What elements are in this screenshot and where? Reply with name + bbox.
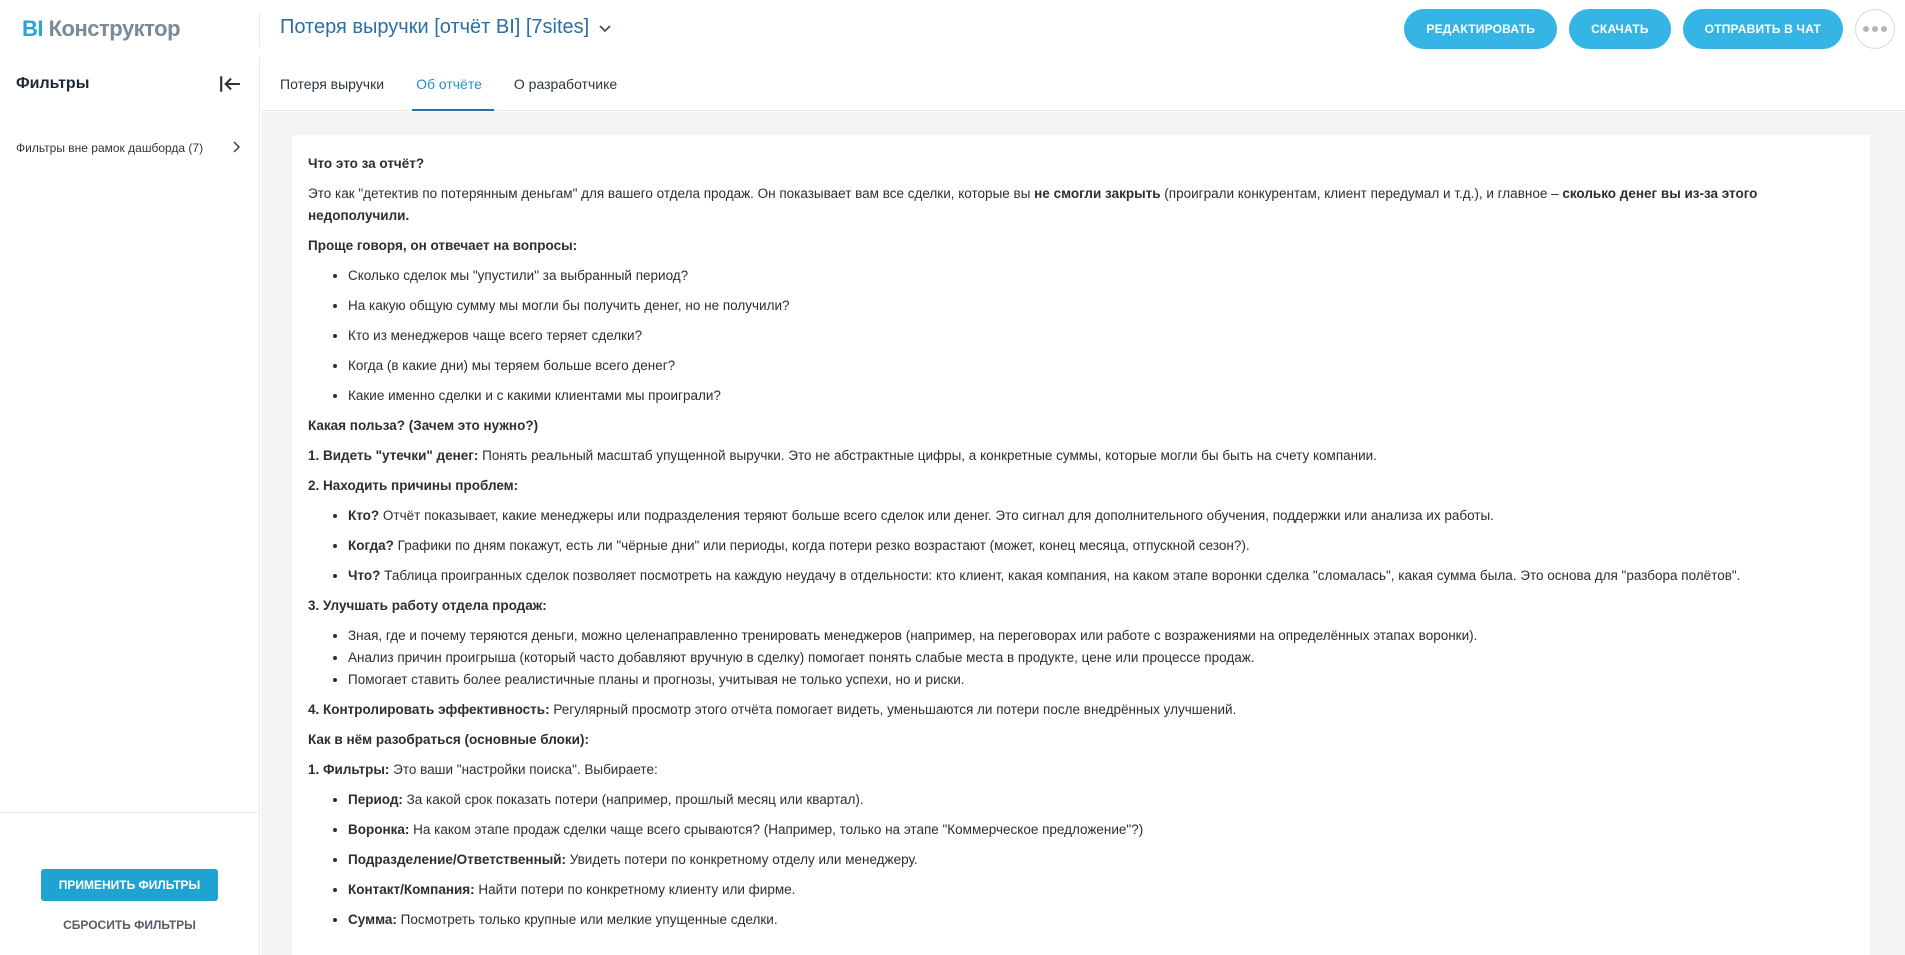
list-item: • Анализ причин проигрыша (который часто добавляют вручную в сделку) помогает понять слабые места в продукте, цене или процессе продаж.	[348, 647, 1854, 669]
send-to-chat-button[interactable]: ОТПРАВИТЬ В ЧАТ	[1683, 9, 1843, 49]
collapse-sidebar-icon[interactable]	[219, 75, 241, 93]
report-title-dropdown[interactable]	[280, 16, 611, 39]
logo-text: Конструктор	[48, 16, 181, 41]
sidebar-header	[0, 58, 259, 110]
improvements-list	[308, 625, 1854, 691]
app-logo[interactable]	[0, 16, 260, 42]
benefit-heading: 2. Находить причины проблем:	[308, 478, 519, 493]
tab-about-developer[interactable]: О разработчике	[513, 76, 618, 92]
sidebar-title: Фильтры	[16, 75, 90, 92]
section-heading: Какая польза? (Зачем это нужно?)	[308, 418, 539, 433]
reset-filters-button[interactable]: СБРОСИТЬ ФИЛЬТРЫ	[63, 918, 196, 932]
list-item: • Зная, где и почему теряются деньги, можно целенаправленно тренировать менеджеров (например, на переговорах или работе с возражениями на определённых этапах воронки).	[348, 625, 1854, 647]
benefit-heading: 3. Улучшать работу отдела продаж:	[308, 598, 547, 613]
dot-icon	[1863, 26, 1869, 32]
report-description-card	[292, 135, 1870, 955]
list-item: • Сколько сделок мы "упустили" за выбранный период?	[348, 265, 1854, 287]
section-heading: Проще говоря, он отвечает на вопросы:	[308, 238, 578, 253]
more-options-button[interactable]	[1855, 9, 1895, 49]
download-button[interactable]: СКАЧАТЬ	[1569, 9, 1671, 49]
questions-list	[308, 265, 1854, 407]
header-actions	[1404, 9, 1895, 49]
sidebar-footer-divider	[0, 812, 259, 813]
list-item: • Что? Таблица проигранных сделок позволяет посмотреть на каждую неудачу в отдельности: кто клиент, какая компания, на каком этапе воронки сделка "сломалась", какая сумма была. Это основа для "разбора полётов".	[348, 565, 1854, 587]
list-item: • Когда? Графики по дням покажут, есть ли "чёрные дни" или периоды, когда потери резко возрастают (может, конец месяца, отпускной сезон?).	[348, 535, 1854, 557]
list-item: • Воронка: На каком этапе продаж сделки чаще всего срываются? (Например, только на этапе "Коммерческое предложение"?)	[348, 819, 1854, 841]
sidebar-item-external-filters[interactable]	[16, 138, 241, 158]
list-item: • Кто из менеджеров чаще всего теряет сделки?	[348, 325, 1854, 347]
intro-paragraph: Это как "детектив по потерянным деньгам" для вашего отдела продаж. Он показывает вам все сделки, которые вы не смогли закрыть (проиграли конкурентам, клиент передумал и т.д.), и главное – сколько денег вы из-за этого недополучили.	[308, 186, 1758, 223]
dot-icon	[1872, 26, 1878, 32]
report-tabs	[261, 58, 1905, 111]
header-divider	[259, 14, 260, 46]
tab-about-report[interactable]: Об отчёте	[416, 58, 492, 110]
section-heading: Как в нём разобраться (основные блоки):	[308, 732, 589, 747]
benefit-paragraph: 4. Контролировать эффективность: Регулярный просмотр этого отчёта помогает видеть, уменьшаются ли потери после внедрённых улучшений.	[308, 702, 1237, 717]
list-item: • Когда (в какие дни) мы теряем больше всего денег?	[348, 355, 1854, 377]
list-item: • Подразделение/Ответственный: Увидеть потери по конкретному отделу или менеджеру.	[348, 849, 1854, 871]
list-item: • Сумма: Посмотреть только крупные или мелкие упущенные сделки.	[348, 909, 1854, 931]
causes-list	[308, 505, 1854, 587]
list-item: • Период: За какой срок показать потери (например, прошлый месяц или квартал).	[348, 789, 1854, 811]
chevron-right-icon	[233, 138, 241, 158]
list-item: • Контакт/Компания: Найти потери по конкретному клиенту или фирме.	[348, 879, 1854, 901]
logo-bi-text: BI	[22, 16, 43, 41]
chevron-down-icon	[599, 25, 611, 33]
apply-filters-button[interactable]: ПРИМЕНИТЬ ФИЛЬТРЫ	[41, 869, 218, 901]
tab-revenue-loss[interactable]: Потеря выручки	[280, 76, 385, 92]
section-heading: Что это за отчёт?	[308, 156, 425, 171]
dot-icon	[1881, 26, 1887, 32]
report-title: Потеря выручки [отчёт BI] [7sites]	[280, 16, 590, 38]
list-item: • Какие именно сделки и с какими клиентами мы проиграли?	[348, 385, 1854, 407]
edit-button[interactable]: РЕДАКТИРОВАТЬ	[1404, 9, 1557, 49]
top-bar	[0, 0, 1905, 58]
filters-sidebar	[0, 58, 260, 955]
filters-paragraph: 1. Фильтры: Это ваши "настройки поиска". Выбираете:	[308, 762, 658, 777]
list-item: • Помогает ставить более реалистичные планы и прогнозы, учитывая не только успехи, но и риски.	[348, 669, 1854, 691]
list-item: • Кто? Отчёт показывает, какие менеджеры или подразделения теряют больше всего сделок или денег. Это сигнал для дополнительного обучения, поддержки или анализа их работы.	[348, 505, 1854, 527]
filters-list	[308, 789, 1854, 931]
sidebar-item-label: Фильтры вне рамок дашборда (7)	[16, 141, 204, 155]
list-item: • На какую общую сумму мы могли бы получить денег, но не получили?	[348, 295, 1854, 317]
benefit-paragraph: 1. Видеть "утечки" денег: Понять реальный масштаб упущенной выручки. Это не абстрактные цифры, а конкретные суммы, которые могли бы быть на счету компании.	[308, 448, 1377, 463]
